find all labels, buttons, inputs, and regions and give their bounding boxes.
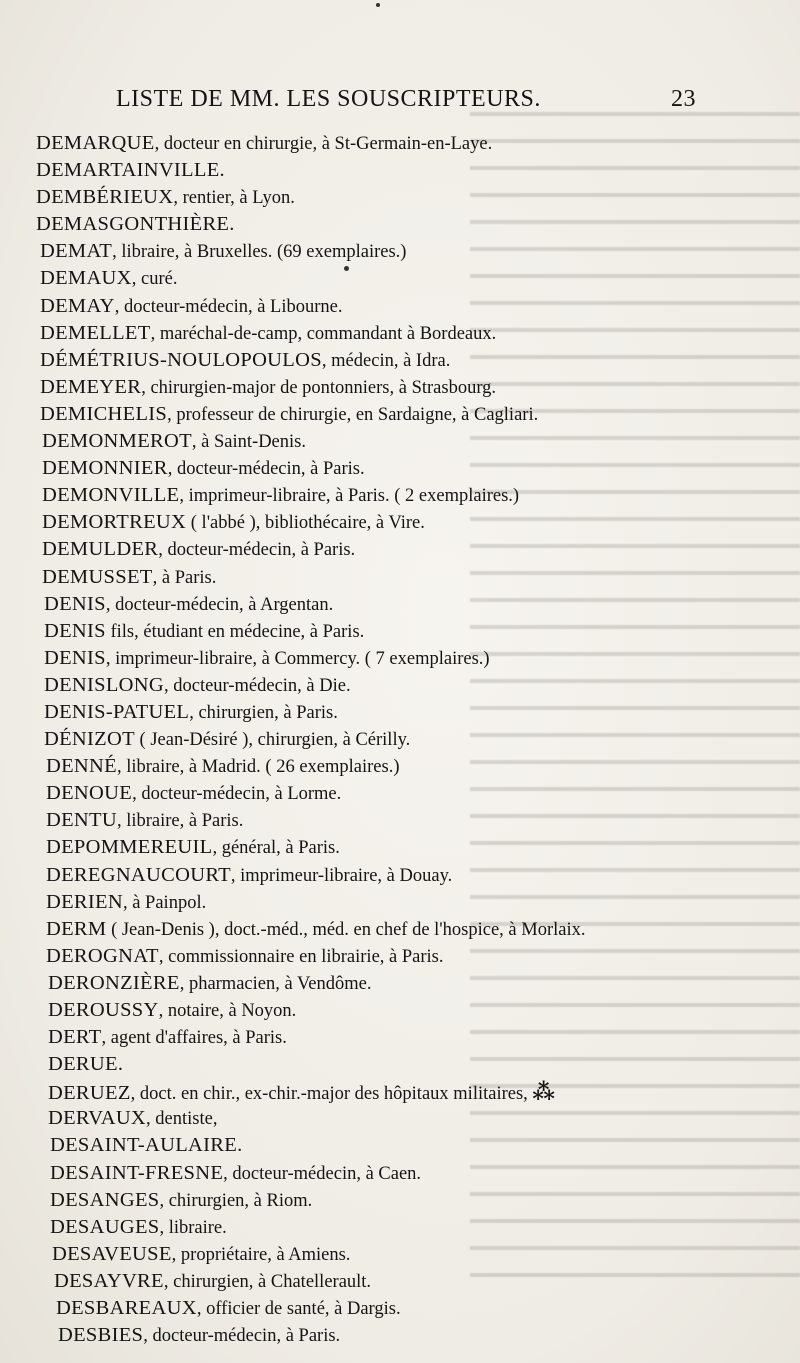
subscriber-name: DEMAUX: [40, 267, 132, 290]
subscriber-name: DÉMÉTRIUS-NOULOPOULOS: [40, 348, 322, 371]
subscriber-entry: [36, 591, 726, 618]
subscriber-name: DERM: [46, 917, 107, 940]
subscriber-name: DEREGNAUCOURT: [46, 863, 231, 886]
subscriber-entry: [36, 970, 726, 997]
subscriber-detail: , professeur de chirurgie, en Sardaigne, à Cagliari.: [167, 404, 539, 425]
subscriber-entry: [36, 1322, 726, 1349]
subscriber-name: DERIEN: [46, 890, 123, 913]
subscriber-detail: , à Paris.: [152, 567, 217, 588]
subscriber-entry: [36, 862, 726, 889]
subscriber-entry: [36, 184, 726, 211]
subscriber-detail: , docteur-médecin, à Argentan.: [105, 594, 334, 615]
subscriber-entry: [36, 780, 726, 807]
subscriber-detail: ( Jean-Denis ), doct.-méd., méd. en chef de l'hospice, à Morlaix.: [106, 919, 586, 940]
subscriber-detail: , docteur en chirurgie, à St-Germain-en-Laye.: [154, 134, 493, 154]
subscriber-name: DESAVEUSE: [52, 1242, 172, 1265]
subscriber-name: DESAYVRE: [54, 1269, 164, 1292]
subscriber-name: DEMONNIER: [42, 457, 168, 480]
subscriber-name: DEMBÉRIEUX: [36, 186, 174, 209]
subscriber-detail: , libraire, à Madrid. ( 26 exemplaires.): [116, 757, 400, 778]
subscriber-detail: , docteur-médecin, à Die.: [164, 675, 351, 696]
subscriber-name: DEMONMEROT: [42, 430, 192, 453]
subscriber-name: DERUE.: [48, 1053, 124, 1076]
subscriber-detail: ( Jean-Désiré ), chirurgien, à Cérilly.: [134, 730, 411, 751]
subscriber-detail: , libraire, à Bruxelles. (69 exemplaires.): [112, 242, 407, 263]
subscriber-entry: [36, 1268, 726, 1295]
subscriber-detail: , docteur-médecin, à Paris.: [143, 1326, 341, 1347]
subscriber-name: DEMEYER: [40, 375, 142, 398]
subscriber-entry: [36, 889, 726, 916]
subscriber-name: DEMICHELIS: [40, 402, 168, 425]
subscriber-detail: , notaire, à Noyon.: [158, 1001, 297, 1021]
subscriber-name: DENOUE: [46, 782, 133, 805]
subscriber-name: DENTU: [46, 809, 117, 832]
subscriber-entry: [36, 1132, 726, 1159]
subscriber-detail: , imprimeur-libraire, à Commercy. ( 7 exemplaires.): [105, 648, 490, 669]
subscriber-entry: [36, 536, 726, 563]
subscriber-name: DEMUSSET: [42, 565, 153, 588]
subscriber-entry: [36, 1078, 726, 1105]
subscriber-entry: [36, 1241, 726, 1268]
subscriber-name: DERONZIÈRE: [48, 971, 180, 994]
subscriber-name: DESAUGES: [50, 1215, 160, 1238]
subscriber-name: DEROGNAT: [46, 944, 159, 967]
ink-speck: [344, 266, 349, 271]
page-header: [116, 86, 696, 113]
subscriber-entry: [36, 265, 726, 292]
subscriber-name: DENISLONG: [44, 673, 164, 696]
subscriber-entry: [36, 916, 726, 943]
subscriber-detail: , général, à Paris.: [212, 838, 340, 859]
subscriber-detail: , imprimeur-libraire, à Paris. ( 2 exemplaires.): [179, 486, 520, 507]
subscriber-name: DESAINT-AULAIRE.: [50, 1134, 243, 1157]
subscriber-detail: , dentiste,: [146, 1109, 218, 1130]
subscriber-entry: [36, 1105, 726, 1132]
subscriber-entry: [36, 401, 726, 428]
ink-speck: [376, 3, 380, 7]
subscriber-detail: , officier de santé, à Dargis.: [196, 1299, 401, 1320]
subscriber-entry: [36, 130, 726, 157]
subscriber-entry: [36, 834, 726, 861]
subscriber-entry: [36, 347, 726, 374]
subscriber-detail: , propriétaire, à Amiens.: [171, 1244, 351, 1265]
subscriber-detail: , curé.: [131, 269, 178, 290]
subscriber-name: DEMORTREUX: [42, 511, 187, 534]
subscriber-name: DEMASGONTHIÈRE.: [36, 213, 235, 236]
subscriber-name: DEPOMMEREUIL: [46, 836, 213, 859]
subscriber-entry: [36, 1051, 726, 1078]
subscriber-detail: , docteur-médecin, à Paris.: [158, 540, 356, 561]
subscriber-detail: , libraire.: [159, 1217, 227, 1238]
subscriber-entry: [36, 238, 726, 265]
subscriber-detail: , chirurgien, à Chatellerault.: [163, 1271, 372, 1292]
subscriber-name: DESANGES: [50, 1188, 160, 1211]
page-title: LISTE DE MM. LES SOUSCRIPTEURS.: [116, 86, 541, 112]
subscriber-entry: [36, 564, 726, 591]
subscriber-name: DESBAREAUX: [56, 1297, 197, 1320]
subscriber-entry: [36, 753, 726, 780]
subscriber-entry: [36, 807, 726, 834]
subscriber-name: DENIS: [44, 646, 106, 669]
subscriber-entry: [36, 943, 726, 970]
subscriber-entry: [36, 157, 726, 184]
subscriber-name: DESBIES: [58, 1324, 144, 1347]
subscriber-entry: [36, 1187, 726, 1214]
subscriber-name: DENIS: [44, 592, 106, 615]
subscriber-detail: ( l'abbé ), bibliothécaire, à Vire.: [186, 513, 425, 534]
subscriber-detail: , maréchal-de-camp, commandant à Bordeaux.: [150, 323, 497, 344]
subscriber-detail: , docteur-médecin, à Paris.: [167, 459, 365, 480]
subscriber-name: DEMELLET: [40, 321, 151, 344]
subscriber-name: DEMAY: [40, 294, 115, 317]
subscriber-detail: , à Painpol.: [122, 892, 207, 913]
subscriber-detail: , libraire, à Paris.: [116, 811, 244, 832]
subscriber-entry: [36, 699, 726, 726]
subscriber-name: DEMARTAINVILLE.: [36, 159, 225, 182]
subscriber-detail: , pharmacien, à Vendôme.: [179, 973, 372, 994]
subscriber-name: DEMONVILLE: [42, 484, 180, 507]
subscriber-name: DERUEZ: [48, 1082, 131, 1105]
asterism-mark: ⁂: [532, 1079, 555, 1105]
subscriber-entry: [36, 428, 726, 455]
subscriber-entry: [36, 1024, 726, 1051]
subscriber-entry: [36, 320, 726, 347]
subscriber-detail: , agent d'affaires, à Paris.: [101, 1028, 287, 1049]
subscriber-name: DESAINT-FRESNE: [50, 1161, 224, 1184]
subscriber-name: DEMAT: [40, 240, 113, 263]
subscriber-entry: [36, 211, 726, 238]
subscriber-entry: [36, 672, 726, 699]
subscriber-detail: , à Saint-Denis.: [191, 432, 306, 453]
subscriber-detail: , docteur-médecin, à Caen.: [223, 1163, 422, 1184]
subscriber-detail: fils, étudiant en médecine, à Paris.: [105, 621, 365, 642]
subscriber-entry: [36, 1160, 726, 1187]
page-number: 23: [671, 86, 696, 112]
subscriber-entry: [36, 482, 726, 509]
subscriber-detail: , docteur-médecin, à Libourne.: [114, 296, 343, 317]
subscriber-entry: [36, 645, 726, 672]
subscriber-detail: , doct. en chir., ex-chir.-major des hôpitaux militaires,: [130, 1084, 533, 1105]
subscriber-name: DERVAUX: [48, 1107, 147, 1130]
subscriber-name: DEMARQUE: [36, 132, 155, 154]
subscriber-detail: , docteur-médecin, à Lorme.: [132, 784, 342, 805]
subscriber-name: DEMULDER: [42, 538, 159, 561]
subscriber-entry: [36, 618, 726, 645]
subscriber-entry: [36, 1214, 726, 1241]
subscriber-entry: [36, 374, 726, 401]
subscriber-name: DÉNIZOT: [44, 728, 135, 751]
subscriber-name: DEROUSSY: [48, 999, 159, 1021]
subscriber-detail: , médecin, à Idra.: [321, 350, 451, 371]
subscriber-list: [36, 130, 726, 1349]
subscriber-detail: , commissionnaire en librairie, à Paris.: [158, 946, 444, 967]
subscriber-name: DENIS-PATUEL: [44, 700, 190, 723]
subscriber-detail: , rentier, à Lyon.: [173, 188, 295, 209]
subscriber-entry: [36, 1295, 726, 1322]
subscriber-entry: [36, 455, 726, 482]
subscriber-name: DENIS: [44, 619, 106, 642]
subscriber-name: DERT: [48, 1026, 102, 1049]
subscriber-detail: , chirurgien-major de pontonniers, à Strasbourg.: [141, 377, 497, 398]
subscriber-name: DENNÉ: [46, 755, 117, 778]
subscriber-detail: , chirurgien, à Paris.: [189, 702, 338, 723]
subscriber-entry: [36, 509, 726, 536]
subscriber-entry: [36, 726, 726, 753]
subscriber-entry: [36, 293, 726, 320]
subscriber-detail: , chirurgien, à Riom.: [159, 1190, 313, 1211]
subscriber-entry: [36, 997, 726, 1024]
subscriber-detail: , imprimeur-libraire, à Douay.: [230, 865, 453, 886]
